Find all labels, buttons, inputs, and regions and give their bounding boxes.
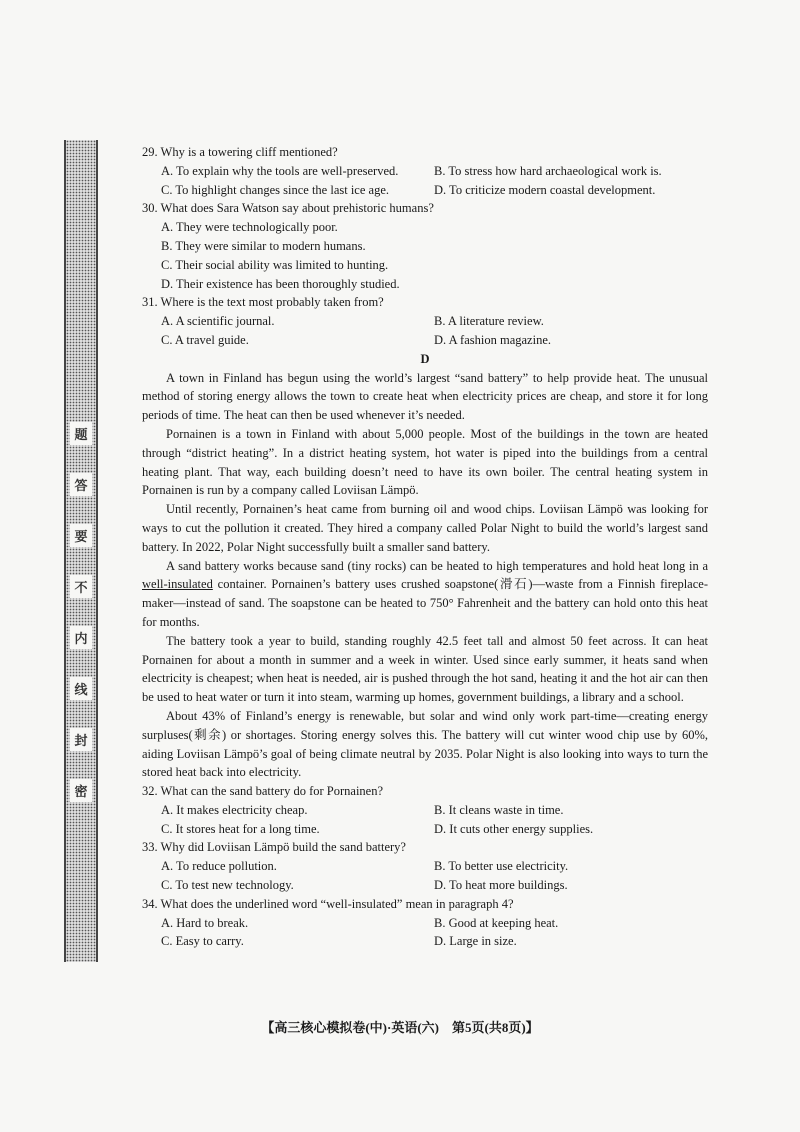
question-stem: 34. What does the underlined word “well-insulated” mean in paragraph 4? <box>142 896 514 911</box>
option-c: C. A travel guide. <box>161 332 249 347</box>
option-a: A. They were technologically poor. <box>161 220 338 235</box>
question-stem: 32. What can the sand battery do for Pornainen? <box>142 784 384 799</box>
question-stem: 30. What does Sara Watson say about prehistoric humans? <box>142 201 434 216</box>
option-d: D. To heat more buildings. <box>434 878 568 893</box>
page-footer: 【高三核心模拟卷(中)·英语(六) 第5页(共8页)】 <box>261 1020 539 1035</box>
option-a: A. Hard to break. <box>161 915 249 930</box>
passage-d <box>142 369 708 783</box>
question-31 <box>142 293 708 349</box>
option-d: D. To criticize modern coastal development. <box>434 182 656 197</box>
paragraph-4-start: A sand battery works because sand (tiny rocks) can be heated to high temperatures and hold heat long in a <box>166 558 708 573</box>
option-d: D. A fashion magazine. <box>434 332 551 347</box>
binding-char: 线 <box>70 677 92 700</box>
paragraph-3: Until recently, Pornainen’s heat came from burning oil and wood chips. Loviisan Lämpö was looking for ways to cut the pollution it created. They hired a company called Polar Night to build the world’s largest sand battery. In 2022, Polar Night successfully built a smaller sand battery. <box>142 502 708 554</box>
binding-strip <box>64 140 98 962</box>
question-stem: 29. Why is a towering cliff mentioned? <box>142 145 338 159</box>
paragraph-1: A town in Finland has begun using the world’s largest “sand battery” to help provide heat. The unusual method of storing energy allows the town to create heat when electricity prices are cheap, and store it for long periods of time. The heat can then be used whenever it’s needed. <box>142 370 708 423</box>
page-content <box>142 143 708 951</box>
paragraph-4 <box>142 557 708 632</box>
option-d: D. Their existence has been thoroughly studied. <box>161 276 400 291</box>
question-30 <box>142 199 708 293</box>
section-heading: D <box>420 351 430 366</box>
option-c: C. It stores heat for a long time. <box>161 821 320 836</box>
option-b: B. To better use electricity. <box>434 859 569 874</box>
option-c: C. Easy to carry. <box>161 934 244 949</box>
question-29 <box>142 143 708 199</box>
binding-char: 不 <box>70 575 92 598</box>
option-b: B. Good at keeping heat. <box>434 915 559 930</box>
option-a: A. It makes electricity cheap. <box>161 802 308 817</box>
paragraph-5: The battery took a year to build, standing roughly 42.5 feet tall and almost 50 feet across. It can heat Pornainen for about a month in summer and a week in winter. Used since early summer, it heats sand when electricity is cheapest; when heat is needed, air is pushed through the hot sand, heating it and the hot air can then be used to heat water or turn it into steam, warming up homes, government buildings, a library and a school. <box>142 633 708 705</box>
binding-char: 封 <box>70 728 92 751</box>
question-32 <box>142 782 708 838</box>
option-c: C. Their social ability was limited to hunting. <box>161 257 389 272</box>
option-b: B. To stress how hard archaeological work is. <box>434 163 662 178</box>
binding-char: 题 <box>70 422 92 445</box>
question-stem: 31. Where is the text most probably taken from? <box>142 295 384 310</box>
question-34 <box>142 895 708 951</box>
question-33 <box>142 838 708 894</box>
option-b: B. It cleans waste in time. <box>434 802 564 817</box>
option-a: A. To reduce pollution. <box>161 859 277 874</box>
option-c: C. To highlight changes since the last ice age. <box>161 182 390 197</box>
option-d: D. Large in size. <box>434 934 517 949</box>
option-a: A. To explain why the tools are well-preserved. <box>161 163 399 178</box>
binding-char: 内 <box>70 626 92 649</box>
binding-char: 答 <box>70 473 92 496</box>
underlined-word: well-insulated <box>142 577 213 592</box>
option-b: B. A literature review. <box>434 314 544 329</box>
question-stem: 33. Why did Loviisan Lämpö build the sand battery? <box>142 840 406 855</box>
paragraph-6: About 43% of Finland’s energy is renewable, but solar and wind only work part-time—creating energy surpluses(剩余) or shortages. Storing energy solves this. The battery will cut winter wood chip use by 60%, aiding Loviisan Lämpö’s goal of being climate neutral by 2035. Polar Night is also looking into ways to turn the stored heat back into electricity. <box>142 708 708 780</box>
option-c: C. To test new technology. <box>161 878 294 893</box>
paragraph-2: Pornainen is a town in Finland with about 5,000 people. Most of the buildings in the town are heated through “district heating”. In a district heating system, hot water is piped into the buildings from a central heating plant. That way, each building doesn’t need to have its own boiler. The central heating system in Pornainen is run by a company called Loviisan Lämpö. <box>142 426 708 498</box>
option-b: B. They were similar to modern humans. <box>161 238 366 253</box>
binding-char: 要 <box>70 524 92 547</box>
option-d: D. It cuts other energy supplies. <box>434 821 594 836</box>
binding-char: 密 <box>70 779 92 802</box>
paragraph-4-end: container. Pornainen’s battery uses crushed soapstone(滑石)—waste from a Finnish fireplace-maker—instead of sand. The soapstone can be heated to 750° Fahrenheit and the battery can hold onto this heat for months. <box>142 577 708 629</box>
binding-labels <box>69 422 93 830</box>
option-a: A. A scientific journal. <box>161 314 275 329</box>
